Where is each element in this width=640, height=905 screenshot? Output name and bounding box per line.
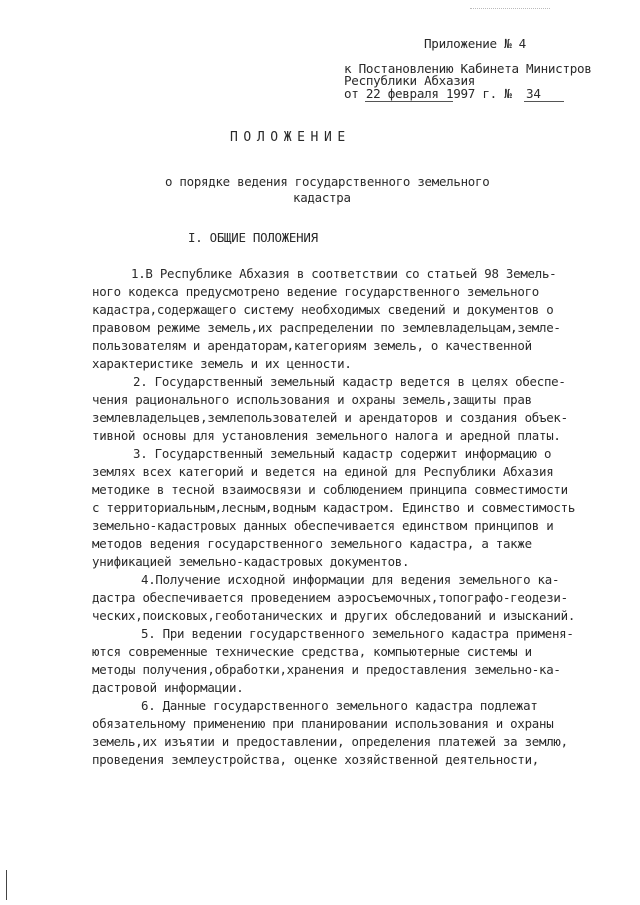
body-line: обязательному применению при планировании использования и охраны (92, 716, 554, 731)
scan-artifact (470, 0, 550, 9)
body-line: земельно-кадастровых данных обеспечивается единством принципов и (92, 518, 554, 533)
body-line: унификацией земельно-кадастровых документов. (92, 554, 410, 569)
body-line: с территориальным,лесным,водным кадастром. Единство и совместимость (92, 500, 576, 515)
body-line: 4.Получение исходной информации для ведения земельного ка- (141, 572, 560, 587)
body-line: 3. Государственный земельный кадастр содержит информацию о (133, 446, 552, 461)
scan-edge-mark (6, 870, 7, 900)
body-line: кадастра,содержащего систему необходимых сведений и документов о (92, 302, 554, 317)
body-line: правовом режиме земель,их распределении по землевладельцам,земле- (92, 320, 561, 335)
body-line: дастра обеспечивается проведением аэросъемочных,топографо-геодези- (92, 590, 568, 605)
body-line: методы получения,обработки,хранения и предоставления земельно-ка- (92, 662, 561, 677)
body-line: землях всех категорий и ведется на единой для Республики Абхазия (92, 464, 554, 479)
appendix-label: Приложение № 4 (424, 36, 526, 51)
header-decree-line: к Постановлению Кабинета Министров (344, 61, 592, 76)
body-line: земель,их изъятии и предоставлении, определения платежей за землю, (92, 734, 568, 749)
body-line: 5. При ведении государственного земельного кадастра применя- (141, 626, 574, 641)
header-date-underline (365, 101, 453, 102)
body-line: 6. Данные государственного земельного кадастра подлежат (141, 698, 538, 713)
body-line: тивной основы для установления земельного налога и аредной платы. (92, 428, 561, 443)
body-line: землевладельцев,землепользователей и арендаторов и создания объек- (92, 410, 568, 425)
body-line: дастровой информации. (92, 680, 244, 695)
subtitle-line-2: кадастра (293, 190, 351, 205)
body-line: 2. Государственный земельный кадастр ведется в целях обеспе- (133, 374, 566, 389)
header-number-underline (524, 101, 564, 102)
document-title: ПОЛОЖЕНИЕ (230, 130, 351, 145)
header-date-line: от 22 февраля 1997 г. № 34 (344, 86, 541, 101)
body-line: методов ведения государственного земельного кадастра, а также (92, 536, 532, 551)
body-line: 1.В Республике Абхазия в соответствии со статьей 98 Земель- (131, 266, 557, 281)
body-line: характеристике земель и их ценности. (92, 356, 352, 371)
body-line: проведения землеустройства, оценке хозяйственной деятельности, (92, 752, 540, 767)
header-republic-line: Республики Абхазия (344, 73, 476, 88)
body-line: пользователям и арендаторам,категориям земель, о качественной (92, 338, 532, 353)
body-line: ческих,поисковых,геоботанических и других обследований и изысканий. (92, 608, 576, 623)
subtitle-line-1: о порядке ведения государственного земельного (165, 174, 490, 189)
body-line: ются современные технические средства, компьютерные системы и (92, 644, 532, 659)
body-line: чения рационального использования и охраны земель,защиты прав (92, 392, 532, 407)
section-heading: I. ОБЩИЕ ПОЛОЖЕНИЯ (188, 230, 318, 245)
body-line: ного кодекса предусмотрено ведение государственного земельного (92, 284, 540, 299)
body-line: методике в тесной взаимосвязи и соблюдением принципа совместимости (92, 482, 568, 497)
